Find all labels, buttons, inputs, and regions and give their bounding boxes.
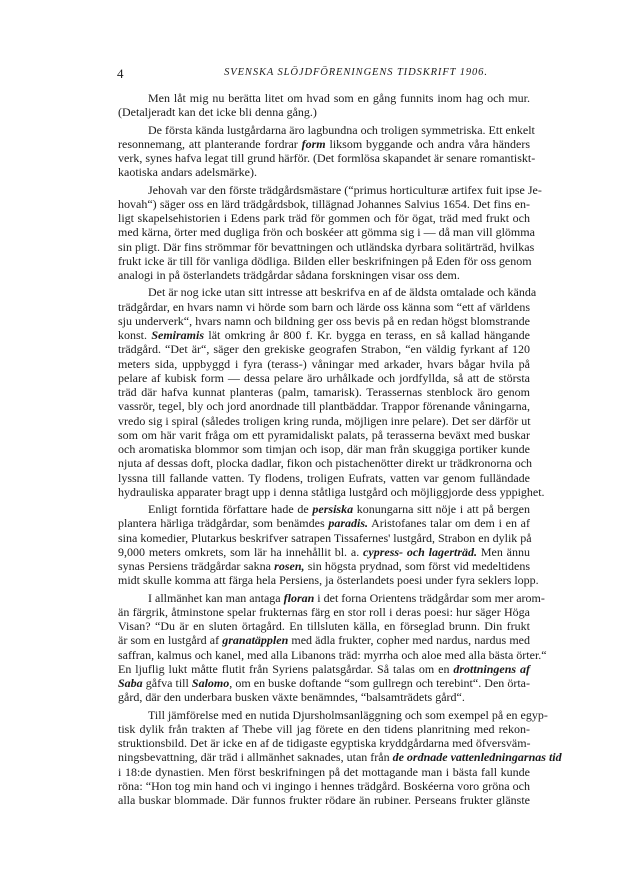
text-line [118, 750, 562, 765]
text-line [118, 314, 530, 328]
text-line [118, 357, 530, 371]
paragraph [118, 182, 542, 283]
line-text: frukt icke är till för vanliga dödliga. Bilden eller beskrifningen på Eden för oss genom [118, 253, 532, 268]
text-line [118, 516, 530, 530]
line-text: lyssna till fallande vatten. Ty flodens, troligen Eufrats, vatten var genom fulländade [118, 470, 530, 485]
line-text: sju underverk“, hvars namn och bildning ger oss bevis på en redan högst blomstrande [118, 313, 530, 328]
paragraph [118, 590, 547, 705]
paragraph [118, 285, 545, 499]
line-text: hydrauliska apparater bragt upp i denna ståtliga lustgård och möjliggjorde dess yppighet. [118, 484, 545, 499]
line-text: , om en buske doftande “som gullregn och terebint“. Den örta- [229, 676, 531, 690]
running-title: SVENSKA SLÖJDFÖRENINGENS TIDSKRIFT 1906. [224, 67, 488, 78]
text-line [118, 502, 530, 516]
line-text: och aromatiska blommor som timjan och isop, där man från skuggiga portiker kunde [118, 442, 530, 456]
line-text: Visan? “Du är en sluten örtagård. En tillsluten källa, en förseglad brunn. Din frukt [118, 619, 530, 633]
text-line [118, 105, 530, 119]
text-line [118, 428, 530, 442]
line-text: vassrör, tegel, bly och jord anordnade till plantbäddar. Trappor förenande våningarna, [118, 399, 530, 414]
line-text: njuta af dessas doft, plocka dadlar, fikon och pistachenötter direkt ur trädkronorna och [118, 456, 533, 471]
line-text: sin pligt. Där fins strömmar för bevattningen och utländska dyrbara solitärträd, hvilkas [118, 239, 535, 254]
text-line [118, 414, 530, 428]
text-line [118, 471, 530, 485]
line-text: pelare af kubisk form — dessa pelare äro urhålkade och jordfyllda, så att de största [118, 370, 530, 385]
text-line [118, 690, 530, 704]
line-text: sina komedier, Plutarkus beskrifver satrapen Tissafernes' lustgård, Strabon en dylik på [118, 530, 532, 545]
text-line [118, 662, 530, 676]
paragraph [118, 91, 530, 120]
line-text: med ädla frukter, copher med nardus, nardus med [288, 633, 530, 648]
line-text: som om här varit fråga om ett pyramidaliskt palats, på terasserna beväxt med buskar [118, 427, 530, 442]
line-text: (Detaljeradt kan det icke bli denna gång.) [118, 105, 317, 120]
line-text: trädgårdar, en hvars namn vi hörde som barn och lärde oss känna som “ett af världens [118, 299, 530, 314]
line-text: i det forna Orientens trädgårdar som mer arom- [314, 590, 545, 605]
text-line [118, 385, 530, 399]
line-text: tisk dylik från trakten af Thebe vill jag förete en den tidens planritning med rekon- [118, 721, 530, 736]
line-text: Till jämförelse med en nutida Djursholmsanläggning och som exempel på en egyp- [148, 707, 548, 722]
text-line [118, 590, 545, 605]
line-text: Aristofanes talar om dem i en af [368, 516, 531, 531]
line-text: alla buskar blommade. Där funnos frukter rödare än rubiner. Perseans frukter glänste [118, 793, 530, 807]
text-line [118, 545, 530, 559]
line-text: Men ännu [477, 544, 530, 559]
text-line [118, 484, 545, 499]
text-line [118, 722, 530, 736]
line-text: konst. [118, 328, 152, 342]
line-text: vredo sig i spiral (således troligen kring runda, möjligen inre pelare). Det ser därför ut [118, 413, 531, 428]
line-text: resonnemang, att planterande fordrar [118, 136, 302, 151]
text-line [118, 151, 536, 165]
line-text: än färgrik, åtminstone spelar frukternas färg en stor roll i deras poesi: hur säger Höga [118, 604, 530, 619]
line-text: 9,000 meters omkrets, som lär ha innehållit bl. a. [118, 544, 364, 559]
line-text: Enligt forntida författare hade de [148, 502, 313, 516]
paragraph [118, 122, 536, 180]
text-line [118, 765, 530, 779]
paragraph [118, 707, 562, 808]
emphasized-text: Saba [118, 676, 143, 690]
emphasized-text: cypress- och lagerträd. [363, 544, 478, 559]
emphasized-text: persiska [312, 502, 354, 516]
text-line [118, 707, 548, 722]
text-line [118, 559, 530, 573]
text-line [118, 442, 530, 456]
line-text: gåfva till [142, 676, 192, 690]
line-text: röna: “Hon tog min hand och vi ingingo i hennes trädgård. Boskéerna voro gröna och [118, 778, 530, 793]
text-line [118, 182, 542, 197]
emphasized-text: form [301, 136, 326, 151]
text-line [118, 211, 530, 225]
line-text: meters sida, uppbyggd i fyra (terass-) våningar med arkader, hvars bågar hvila på [118, 356, 530, 371]
text-line [118, 122, 535, 137]
line-text: lät omkring år 800 f. Kr. bygga en terass, en så kallad hängande [204, 328, 530, 342]
line-text: i 18:de dynastien. Men först beskrifningen på det mottagande man i bästa fall kunde [118, 764, 530, 779]
text-line [118, 225, 535, 240]
text-line [118, 456, 533, 471]
line-text: hovah“) säger oss en lärd trädgårdsbok, tillägnad Johannes Salvius 1654. Det fins en- [118, 196, 530, 211]
emphasized-text: drottningens af [453, 661, 531, 676]
text-line [118, 371, 530, 385]
page-number: 4 [117, 66, 124, 81]
text-line [118, 197, 530, 211]
text-line [118, 793, 530, 807]
line-text: sin högsta prydnad, som först vid medeltidens [304, 559, 530, 573]
line-text: analogi in på österlandets trädgårdar sådana forskningen visar oss dem. [118, 268, 460, 282]
emphasized-text: floran [283, 590, 315, 605]
paragraph [118, 502, 539, 588]
text-line [118, 328, 530, 342]
line-text: plantera härliga trädgårdar, som benämdes [118, 516, 329, 531]
line-text: ningsbevattning, där träd i allmänhet saknades, utan från [118, 750, 393, 765]
emphasized-text: granatäpplen [222, 633, 289, 648]
line-text: saffran, kalmus och kanel, med alla Libanons träd: myrrha och aloe med alla bästa örter.“ [118, 647, 547, 662]
line-text: liksom byggande och andra våra händers [325, 136, 530, 151]
text-line [118, 165, 530, 179]
text-line [118, 239, 535, 254]
text-line [118, 619, 530, 633]
line-text: En ljuflig lukt måtte flutit från Syriens palatsgårdar. Så talas om en [118, 661, 454, 676]
text-line [118, 676, 530, 690]
line-text: trädgård. “Det är“, säger den grekiske geografen Strabon, “en väldig fyrkant af 120 [118, 342, 530, 357]
text-line [118, 736, 530, 750]
emphasized-text: Salomo [191, 676, 230, 690]
text-line [118, 779, 530, 793]
line-text: synas Persiens trädgårdar sakna [118, 559, 275, 573]
text-line [118, 647, 547, 662]
text-line [118, 137, 530, 151]
line-text: konungarna sitt nöje i att på bergen [353, 502, 530, 516]
text-line [118, 531, 530, 545]
line-text: Men låt mig nu berätta litet om hvad som en gång funnits inom hag och mur. [148, 91, 530, 105]
article-body [118, 91, 562, 807]
line-text: är som en lustgård af [118, 633, 223, 648]
line-text: gård, där den underbara busken växte benämndes, “balsamträdets gård“. [118, 690, 465, 705]
emphasized-text: de ordnade vattenledningarnas tid [392, 750, 562, 765]
line-text: I allmänhet kan man antaga [148, 590, 284, 605]
line-text: verk, synes hafva legat till grund härför. (Det formlösa skapandet är senare romantiskt- [118, 151, 536, 165]
text-line [118, 573, 539, 588]
emphasized-text: paradis. [328, 516, 369, 531]
line-text: med kärna, örter med dugliga frön och boskéer att gömma sig i — då man vill glömma [118, 225, 535, 240]
text-line [118, 300, 530, 314]
line-text: träd där hafva kunnat planteras (palm, tamarisk). Terassernas stenblock äro genom [118, 385, 530, 399]
text-line [118, 633, 530, 647]
line-text: Det är nog icke utan sitt intresse att beskrifva en af de äldsta omtalade och kända [148, 285, 537, 300]
text-line [118, 268, 530, 282]
line-text: midt skulle komma att färga hela Persiens, ja österlandets poesi under fyra seklers lopp. [118, 573, 539, 588]
emphasized-text: Semiramis [151, 328, 205, 342]
text-line [118, 605, 530, 619]
text-line [118, 285, 537, 300]
text-line [118, 91, 530, 105]
line-text: De första kända lustgårdarna äro lagbundna och troligen symmetriska. Ett enkelt [148, 122, 535, 137]
line-text: Jehovah var den förste trädgårdsmästare (“primus horticulturæ artifex fuit ipse Je- [148, 182, 542, 197]
text-line [118, 342, 530, 356]
text-line [118, 254, 530, 268]
emphasized-text: rosen, [274, 559, 305, 573]
line-text: ligt skapelsehistorien i Edens park träd för gommen och för ögat, träd med frukt och [118, 211, 530, 225]
line-text: struktionsbild. Det är icke en af de tidigaste egyptiska kryddgårdarna med öfversväm- [118, 736, 531, 750]
text-line [118, 399, 530, 413]
line-text: kaotiska andars adelsmärke). [118, 165, 257, 180]
